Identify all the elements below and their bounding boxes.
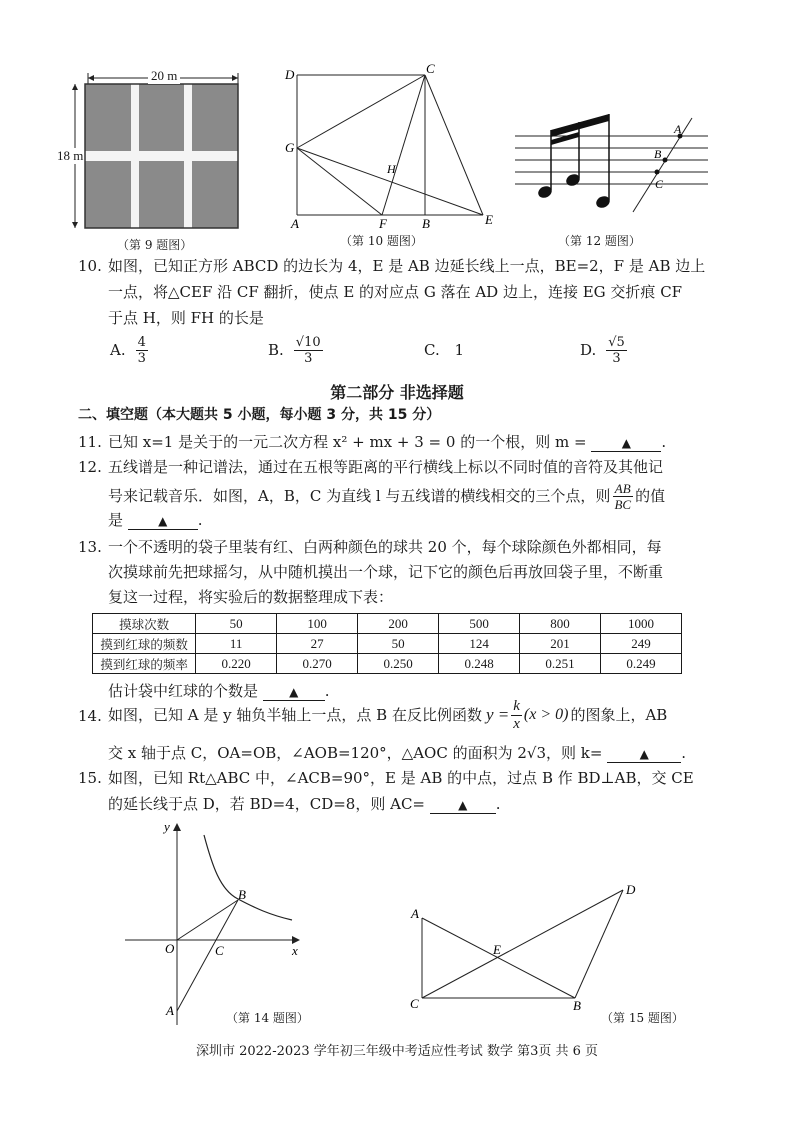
q14-answer-blank[interactable] <box>607 744 681 763</box>
q14-end: . <box>681 744 686 762</box>
segment-CD <box>422 890 623 998</box>
label-x: x <box>292 943 298 958</box>
figure-15 <box>405 880 695 1030</box>
table-row-header: 摸到红球的频率 <box>93 654 196 674</box>
option-b-den: 3 <box>304 350 313 366</box>
label-G: G <box>285 140 295 155</box>
table-cell: 0.248 <box>439 654 520 674</box>
segment-GF <box>297 148 382 215</box>
q13-number: 13. <box>78 538 102 556</box>
option-a-num: 4 <box>137 334 146 350</box>
q15-line2 <box>108 793 501 815</box>
section2-heading: 二、填空题（本大题共 5 小题，每小题 3 分，共 15 分） <box>78 407 441 423</box>
fig10-caption: （第 10 题图） <box>340 234 423 248</box>
road-horizontal <box>85 151 238 161</box>
answer-mark-icon: ▲ <box>639 747 649 761</box>
label-H: H <box>387 162 396 176</box>
label-A: A <box>674 122 682 136</box>
table-cell: 800 <box>520 614 601 634</box>
option-d-den: 3 <box>612 350 621 366</box>
q14-line2-text: 交 x 轴于点 C，OA=OB，∠AOB=120°，△AOC 的面积为 2√3，则 k= <box>108 744 603 762</box>
arrow-left <box>88 75 94 81</box>
q14-func-num: k <box>513 697 520 714</box>
q15-line1: 如图，已知 Rt△ABC 中，∠ACB=90°，E 是 AB 的中点，过点 B 作 BD⊥AB，交 CE <box>108 769 694 787</box>
q11-text: 已知 x=1 是关于的一元二次方程 x² + mx + 3 = 0 的一个根，则 m = <box>108 433 587 451</box>
q13-table <box>92 613 682 674</box>
figure-10-svg <box>280 62 510 258</box>
table-cell: 11 <box>196 634 277 654</box>
fig12-caption: （第 12 题图） <box>558 234 641 248</box>
label-B: B <box>573 998 581 1013</box>
table-cell: 0.249 <box>601 654 682 674</box>
q14-func-condition: (x > 0) <box>523 706 569 723</box>
label-B: B <box>238 887 246 902</box>
figure-10 <box>280 62 510 258</box>
q12-line2-end: 的值 <box>635 487 666 505</box>
label-B: B <box>654 147 662 161</box>
q14-func-fraction <box>511 698 522 733</box>
q14-line1 <box>108 692 667 738</box>
q11-number: 11. <box>78 433 102 451</box>
q12-line1: 五线谱是一种记谱法，通过在五根等距离的平行横线上标以不同时值的音符及其他记 <box>108 458 664 476</box>
label-O: O <box>165 941 175 956</box>
q15-answer-blank[interactable] <box>430 795 496 814</box>
q10-line1: 如图，已知正方形 ABCD 的边长为 4，E 是 AB 边延长线上一点，BE=2，F 是 AB 边上 <box>108 257 706 275</box>
label-A: A <box>166 1003 174 1018</box>
label-C: C <box>410 996 419 1011</box>
q14-line1-text: 如图，已知 A 是 y 轴负半轴上一点，点 B 在反比例函数 <box>108 706 482 724</box>
q12-fraction <box>612 481 633 512</box>
label-y: y <box>164 819 170 834</box>
option-a-den: 3 <box>137 350 146 366</box>
label-C: C <box>655 177 664 191</box>
label-A: A <box>411 906 419 921</box>
q14-line1-end: 的图象上，AB <box>570 706 668 724</box>
q11-answer-blank[interactable] <box>591 433 661 452</box>
table-cell: 0.270 <box>277 654 358 674</box>
q12-frac-den: BC <box>614 496 632 512</box>
q10-line3: 于点 H，则 FH 的长是 <box>108 309 264 327</box>
figure-12-svg <box>512 100 712 250</box>
segment-GE <box>297 148 483 215</box>
point-B <box>663 158 668 163</box>
table-cell: 124 <box>439 634 520 654</box>
q10-option-c <box>424 339 464 361</box>
segment-AB <box>177 900 238 1011</box>
option-d-fraction <box>606 335 627 366</box>
road-vertical-2 <box>184 84 192 228</box>
q13-line1: 一个不透明的袋子里装有红、白两种颜色的球共 20 个，每个球除颜色外都相同，每 <box>108 538 662 556</box>
table-cell: 27 <box>277 634 358 654</box>
label-F: F <box>379 216 387 231</box>
fig9-height-label: 18 m <box>57 148 84 163</box>
part2-title: 第二部分 非选择题 <box>330 383 464 402</box>
option-d-label: D. <box>580 341 597 359</box>
q12-end: . <box>197 511 203 529</box>
page-footer: 深圳市 2022-2023 学年初三年级中考适应性考试 数学 第3页 共 6 页 <box>195 1044 599 1059</box>
table-cell: 100 <box>277 614 358 634</box>
table-cell: 0.251 <box>520 654 601 674</box>
table-row-header: 摸球次数 <box>93 614 196 634</box>
q15-line2-text: 的延长线于点 D，若 BD=4，CD=8，则 AC= <box>108 795 425 813</box>
q10-option-b <box>268 330 325 370</box>
label-D: D <box>285 67 295 82</box>
answer-mark-icon: ▲ <box>158 514 168 528</box>
q12-line3 <box>108 509 203 531</box>
arrow-right <box>232 75 238 81</box>
figure-9 <box>55 66 255 256</box>
q14-func-den: x <box>513 715 520 732</box>
label-E: E <box>493 942 501 957</box>
table-row <box>93 634 682 654</box>
q10-number: 10. <box>78 257 102 275</box>
answer-mark-icon: ▲ <box>289 685 299 699</box>
table-cell: 249 <box>601 634 682 654</box>
table-cell: 500 <box>439 614 520 634</box>
figure-9-svg <box>55 66 255 256</box>
q14-line2 <box>108 742 686 764</box>
option-b-fraction <box>294 335 323 366</box>
figure-15-svg <box>405 880 695 1030</box>
label-B: B <box>422 216 430 231</box>
label-A: A <box>291 216 299 231</box>
label-D: D <box>626 882 636 897</box>
q13-line2: 次摸球前先把球摇匀，从中随机摸出一个球，记下它的颜色后再放回袋子里，不断重 <box>108 563 664 581</box>
q10-option-a <box>110 330 150 370</box>
label-E: E <box>485 212 493 227</box>
fig14-caption: （第 14 题图） <box>226 1011 309 1025</box>
q12-line2-text: 号来记载音乐．如图，A，B，C 为直线 l 与五线谱的横线相交的三个点，则 <box>108 487 611 505</box>
option-d-num: √5 <box>608 334 625 350</box>
q10-option-d <box>580 330 629 370</box>
option-b-label: B. <box>268 341 284 359</box>
q12-answer-blank[interactable] <box>128 511 198 530</box>
q12-number: 12. <box>78 458 102 476</box>
q15-end: . <box>495 795 501 813</box>
label-C: C <box>215 943 224 958</box>
table-cell: 201 <box>520 634 601 654</box>
option-a-label: A. <box>110 341 126 359</box>
answer-mark-icon: ▲ <box>621 436 631 450</box>
segment-CE <box>425 75 483 215</box>
fig9-width-label: 20 m <box>148 68 180 84</box>
label-C: C <box>426 62 435 76</box>
q12-line3-text: 是 <box>108 511 124 529</box>
q13-line3: 复这一过程，将实验后的数据整理成下表： <box>108 588 394 606</box>
q12-frac-num: AB <box>614 480 631 496</box>
option-c-label: C. <box>424 341 440 359</box>
fig9-caption: （第 9 题图） <box>117 238 193 252</box>
point-C <box>655 170 660 175</box>
q15-number: 15. <box>78 769 102 787</box>
table-cell: 0.220 <box>196 654 277 674</box>
option-c-value: 1 <box>454 341 465 359</box>
segment-OB <box>177 900 238 940</box>
figure-14 <box>120 815 340 1030</box>
table-row-header: 摸到红球的频数 <box>93 634 196 654</box>
q13-end: . <box>324 682 330 700</box>
q11-end: . <box>661 433 667 451</box>
road-vertical-1 <box>131 84 139 228</box>
q11-line <box>108 431 666 453</box>
table-row <box>93 654 682 674</box>
line-l <box>633 118 692 212</box>
q14-number: 14. <box>78 707 102 725</box>
q14-func-lhs: y = <box>485 705 510 724</box>
q10-line2: 一点，将△CEF 沿 CF 翻折，使点 E 的对应点 G 落在 AD 边上，连接 EG 交折痕 CF <box>108 283 683 301</box>
q13-after-text: 估计袋中红球的个数是 <box>108 682 259 700</box>
table-cell: 0.250 <box>358 654 439 674</box>
table-cell: 50 <box>358 634 439 654</box>
y-axis-arrow <box>173 823 181 831</box>
note-beam-1 <box>551 114 609 137</box>
hyperbola-curve <box>204 835 292 920</box>
segment-BD <box>575 890 623 998</box>
fig15-caption: （第 15 题图） <box>601 1011 684 1025</box>
table-cell: 200 <box>358 614 439 634</box>
answer-mark-icon: ▲ <box>458 798 468 812</box>
figure-12 <box>512 100 712 250</box>
figure-14-svg <box>120 815 340 1030</box>
table-cell: 1000 <box>601 614 682 634</box>
option-b-num: √10 <box>295 334 321 350</box>
table-cell: 50 <box>196 614 277 634</box>
option-a-fraction <box>136 335 148 366</box>
table-row <box>93 614 682 634</box>
